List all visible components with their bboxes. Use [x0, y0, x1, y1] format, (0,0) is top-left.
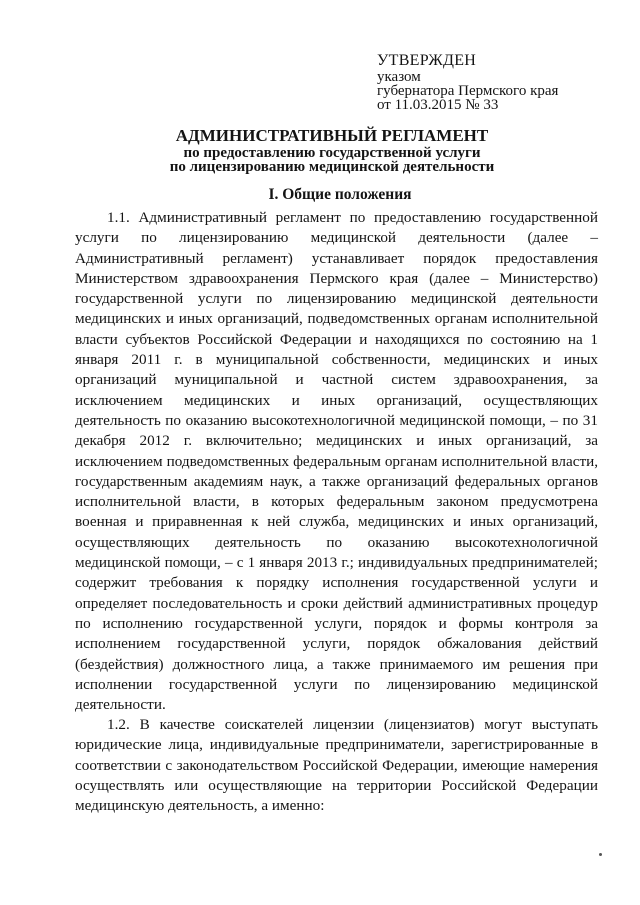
approval-line-decree: указом [377, 69, 421, 85]
approval-stamp [377, 54, 617, 112]
approval-line-governor: губернатора Пермского края [377, 83, 559, 99]
title-sub-2: по лицензированию медицинской деятельности [169, 159, 495, 175]
paragraph-1-2: 1.2. В качестве соискателей лицензии (лицензиатов) могут выступать юридические лица, индивидуальные предприниматели, зарегистрированные в соответствии с законодательством Российской Федерации, имеющие намерения осуществлять или осуществляющие на территории Российской Федерации медицинскую деятельность, а именно: [75, 716, 598, 815]
approval-line-date: от 11.03.2015 № 33 [377, 97, 499, 113]
section-heading-text: I. Общие положения [268, 186, 412, 203]
document-title [0, 126, 640, 174]
approval-heading: УТВЕРЖДЕН [377, 52, 477, 69]
scan-speck [599, 853, 602, 856]
title-main: АДМИНИСТРАТИВНЫЙ РЕГЛАМЕНТ [175, 126, 489, 145]
paragraph-1-1: 1.1. Административный регламент по предоставлению государственной услуги по лицензированию медицинской деятельности (далее – Административный регламент) устанавливает порядок предоставления Министерством здравоохранения Пермского края (далее – Министерство) государственной услуги по лицензированию медицинской деятельности медицинских и иных организаций, подведомственных органам исполнительной власти субъектов Российской Федерации и находящихся по состоянию на 1 января 2011 г. в муниципальной собственности, медицинских и иных организаций муниципальной и частной систем здравоохранения, за исключением медицинских и иных организаций, осуществляющих деятельность по оказанию высокотехнологичной медицинской помощи, – по 31 декабря 2012 г. включительно; медицинских и иных организаций, за исключением подведомственных федеральным органам исполнительной власти, государственным академиям наук, а также организаций федеральных органов исполнительной власти, в которых федеральным законом предусмотрена военная и приравненная к ней служба, медицинских и иных организаций, осуществляющих деятельность по оказанию высокотехнологичной медицинской помощи, – с 1 января 2013 г.; индивидуальных предпринимателей; содержит требования к порядку исполнения государственной услуги и определяет последовательность и сроки действий административных процедур по исполнению государственной услуги, порядок и формы контроля за исполнением государственной услуги, порядок обжалования действий (бездействия) должностного лица, а также принимаемого им решения при исполнении государственной услуги по лицензированию медицинской деятельности. [75, 209, 598, 714]
section-heading [0, 186, 640, 204]
title-sub-1: по предоставлению государственной услуги [183, 145, 481, 161]
